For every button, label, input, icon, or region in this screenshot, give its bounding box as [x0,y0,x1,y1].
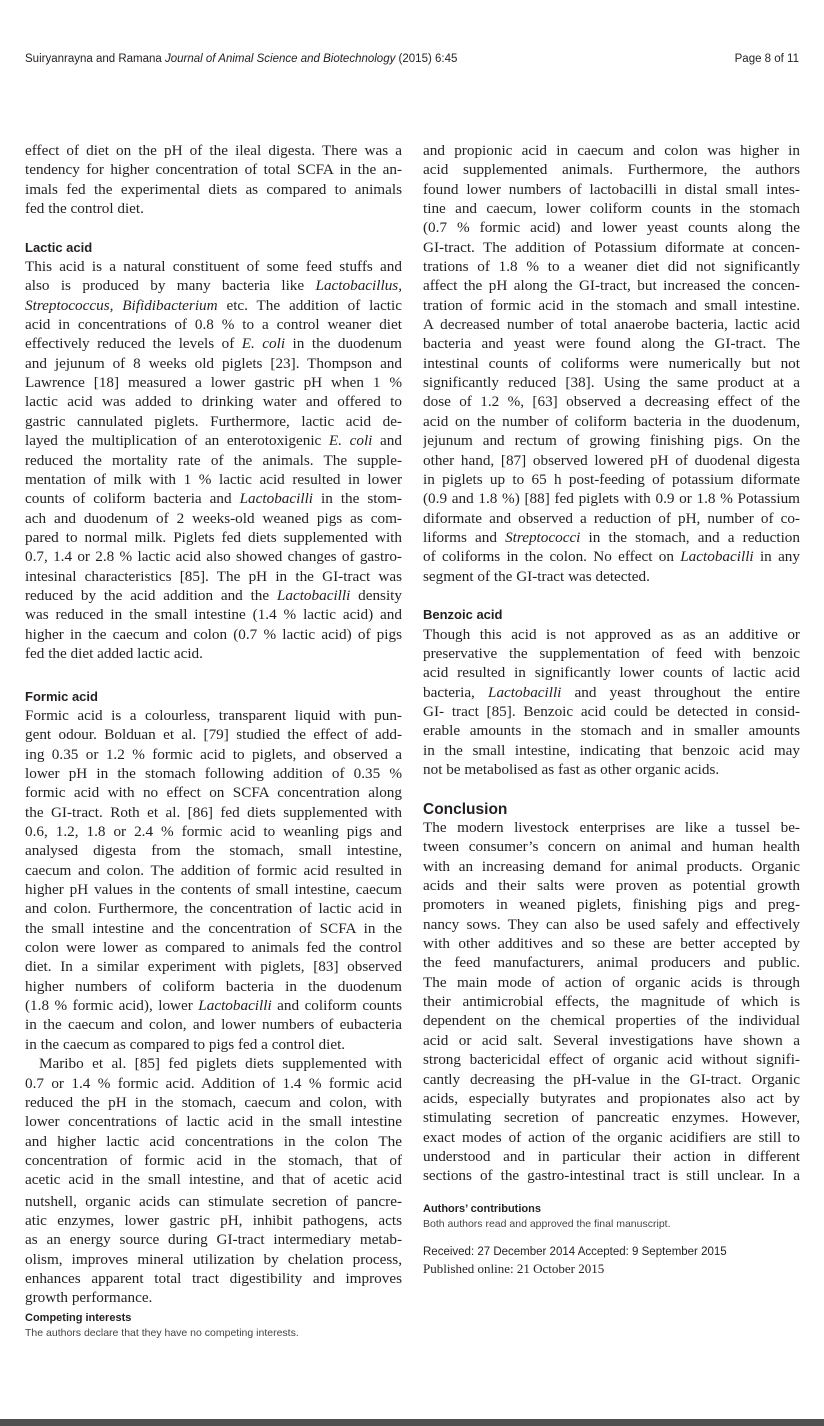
text-line: gastric cannulated piglets. Furthermore, lactic acid de- [25,412,402,430]
text-line: erable amounts in the stomach and in smaller amounts [423,722,800,740]
text-line: (1.8 % formic acid), lower Lactobacilli and coliform counts [25,997,402,1015]
text-line: intestinal counts of coliforms were numerically but not [423,354,800,372]
text-line: acid supplemented animals. Furthermore, the authors [423,161,800,179]
text-line: Lawrence [18] measured a lower gastric pH when 1 % [25,374,402,392]
text-line: the GI-tract. Roth et al. [86] fed diets supplemented with [25,803,402,821]
text-line: higher numbers of coliform bacteria in the duodenum [25,977,402,995]
text-line: tendency for higher concentration of total SCFA in the an- [25,161,402,179]
text-line: with other additives and so these are better accepted by [423,935,800,953]
continued-paragraph [423,141,800,586]
text-line: (0.7 % formic acid) and lower yeast counts along the [423,219,800,237]
text-line: exact modes of action of the organic acidifiers are still to [423,1128,800,1146]
text-line: trations of 1.8 % to a weaner diet did not significantly [423,258,800,276]
authors-contributions-text: Both authors read and approved the final manuscript. [423,1218,671,1230]
intro-paragraph [25,141,402,218]
text-line: growth performance. [25,1289,153,1307]
running-header [25,53,799,69]
text-line: with an increasing demand for animal products. Organic [423,857,800,875]
text-line: The modern livestock enterprises are like a tussel be- [423,819,800,837]
text-line: promoters in weaned piglets, finishing pigs and preg- [423,896,800,914]
section-heading-authors-contributions: Authors’ contributions [423,1203,541,1215]
header-citation [25,53,457,65]
text-line: bacteria and yeast were found along the GI-tract. The [423,335,800,353]
header-volume: (2015) 6:45 [395,53,458,65]
text-line: layed the multiplication of an enterotoxigenic E. coli and [25,432,402,450]
text-line: acids and their salts were proven as potential growth [423,877,800,895]
text-line: fed the diet added lactic acid. [25,644,203,662]
text-line: analysed digesta from the stomach, small intestine, [25,842,402,860]
text-line: and higher lactic acid concentrations in the colon The [25,1132,402,1150]
section-heading-competing-interests: Competing interests [25,1312,132,1324]
text-line: acid in concentrations of 0.8 % to a control weaner diet [25,316,402,334]
text-line: and colon. Furthermore, the concentration of lactic acid in [25,900,402,918]
left-column [25,141,402,1308]
text-line: ach and duodenum of 2 weeks-old weaned pigs as com- [25,509,402,527]
text-line: strong bactericidal effect of organic acid without signifi- [423,1051,800,1069]
text-line: and propionic acid in caecum and colon was higher in [423,142,800,159]
text-line: caecum and colon. The addition of formic acid resulted in [25,861,402,879]
competing-interests-text: The authors declare that they have no competing interests. [25,1327,299,1339]
text-line: GI- tract [85]. Benzoic acid could be detected in consid- [423,702,800,720]
text-line: reduced by the acid addition and the Lactobacilli density [25,586,402,604]
formic-acid-paragraph [25,706,402,1054]
header-journal: Journal of Animal Science and Biotechnology [165,53,396,65]
text-line: of coliforms in the colon. No effect on Lactobacilli in any [423,548,800,566]
text-line: their antimicrobial effects, the magnitude of which is [423,993,800,1011]
header-authors: Suiryanrayna and Ramana [25,53,165,65]
text-line: the feed manufacturers, animal producers and public. [423,954,800,972]
text-line: 0.7, 1.4 or 2.8 % lactic acid also showed changes of gastro- [25,548,402,566]
text-line: lower pH in the stomach following addition of 0.35 % [25,765,402,782]
text-line: higher pH values in the contents of small intestine, caecum [25,881,402,899]
text-line: enhances apparent total tract digestibility and improves [25,1269,402,1287]
published-online-date: Published online: 21 October 2015 [423,1261,605,1276]
text-line: diformate and observed a reduction of pH, number of co- [423,509,800,527]
section-heading-benzoic-acid: Benzoic acid [423,607,503,623]
section-heading-conclusion: Conclusion [423,800,508,818]
text-line: GI-tract. The addition of Potassium diformate at concen- [423,238,800,256]
text-line: in the small intestine, indicating that benzoic acid may [423,741,800,759]
text-line: acid on the number of coliform bacteria in the duodenum, [423,412,800,430]
text-line: higher in the caecum and colon (0.7 % lactic acid) of pigs [25,625,402,643]
text-line: affect the pH along the GI-tract, but increased the concen- [423,277,800,295]
text-line: This acid is a natural constituent of some feed stuffs and [25,258,402,276]
text-line: found lower numbers of lactobacilli in distal small intes- [423,180,800,198]
text-line: as an energy source during GI-tract intermediary metab- [25,1231,402,1249]
text-line: 0.7 or 1.4 % formic acid. Addition of 1.4 % formic acid [25,1074,402,1092]
page-number: Page 8 of 11 [734,53,799,65]
text-line: imals fed the experimental diets as compared to animals [25,180,402,198]
text-line: preservative the supplementation of feed with benzoic [423,644,800,662]
text-line: not be metabolised as fast as other organic acids. [423,761,720,778]
section-heading-formic-acid: Formic acid [25,688,98,704]
text-line: colon were lower as compared to animals fed the control [25,939,402,957]
lactic-acid-paragraph [25,257,402,663]
text-line: was reduced in the small intestine (1.4 % lactic acid) and [25,606,402,624]
text-line: lactic acid was added to drinking water and offered to [25,393,402,411]
text-line: acetic acid in the small intestine, and that of acetic acid [25,1171,402,1189]
text-line: (0.9 and 1.8 %) [88] fed piglets with 0.9 or 1.8 % Potassium [423,490,800,508]
text-line: A decreased number of total anaerobe bacteria, lactic acid [423,316,800,334]
text-line: and jejunum of 8 weeks old piglets [23]. Thompson and [25,354,402,372]
text-line: effect of diet on the pH of the ileal digesta. There was a [25,142,402,159]
text-line: gent odour. Bolduan et al. [79] studied the effect of add- [25,726,402,744]
section-heading-lactic-acid: Lactic acid [25,239,93,255]
text-line: acid or acid salt. Several investigations have shown a [423,1031,800,1049]
benzoic-acid-paragraph [423,625,800,780]
text-line: significantly reduced [38]. Using the same product at a [423,374,800,392]
text-line: reduced the mortality rate of the animals. The supple- [25,451,402,469]
nutshell-paragraph [25,1192,402,1308]
text-line: nutshell, organic acids can stimulate secretion of pancre- [25,1192,402,1210]
text-line: fed the control diet. [25,200,144,218]
text-line: Streptococcus, Bifidibacterium etc. The addition of lactic [25,296,402,314]
text-line: counts of coliform bacteria and Lactobacilli in the stom- [25,490,402,508]
text-line: acids, especially butyrates and propionates also act by [423,1089,800,1107]
text-line: nancy sows. They can also be used safely and effectively [423,915,800,933]
text-line: other hand, [87] observed lowered pH of duodenal digesta [423,451,800,469]
text-line: sections of the gastro-intestinal tract is still unclear. In a [423,1167,800,1185]
text-line: in piglets up to 65 h post-feeding of potassium diformate [423,470,800,488]
text-line: atic enzymes, lower gastric pH, inhibit pathogens, acts [25,1211,402,1229]
text-line: tration of formic acid in the stomach and small intestine. [423,296,800,314]
text-line: Formic acid is a colourless, transparent liquid with pun- [25,706,402,724]
text-line: dose of 1.2 %, [63] observed a decreasing effect of the [423,393,800,411]
text-line: effectively reduced the levels of E. coli in the duodenum [25,335,402,353]
maribo-paragraph [25,1054,402,1189]
text-line: in the caecum and colon, and lower numbers of eubacteria [25,1016,402,1034]
text-line: also is produced by many bacteria like Lactobacillus, [25,277,402,295]
conclusion-paragraph [423,818,800,1186]
text-line: dependent on the chemical properties of the individual [423,1012,800,1030]
text-line: segment of the GI-tract was detected. [423,567,650,585]
text-line: intesinal characteristics [85]. The pH in the GI-tract was [25,567,402,585]
text-line: formic acid with no effect on SCFA concentration along [25,784,402,802]
text-line: ing 0.35 or 1.2 % formic acid to piglets, and observed a [25,745,402,763]
text-line: Though this acid is not approved as as an additive or [423,625,800,643]
text-line: Maribo et al. [85] fed piglets diets supplemented with [39,1055,402,1073]
text-line: liforms and Streptococci in the stomach, and a reduction [423,528,800,546]
text-line: tween consumer’s concern on animal and human health [423,838,800,856]
text-line: understood and in particular their action in different [423,1147,800,1165]
text-line: lower concentrations of lactic acid in the small intestine [25,1113,402,1131]
viewer-bottom-bar [0,1419,824,1426]
text-line: the small intestine and the concentration of SCFA in the [25,919,402,937]
text-line: The main mode of action of organic acids is through [423,973,800,991]
text-line: acid resulted in significantly lower counts of lactic acid [423,664,800,682]
received-accepted-dates: Received: 27 December 2014 Accepted: 9 September 2015 [423,1246,727,1258]
text-line: olism, improves mineral utilization by chelation process, [25,1250,402,1268]
text-line: tine and caecum, lower coliform counts in the stomach [423,200,800,218]
text-line: cantly decreasing the pH-value in the GI-tract. Organic [423,1070,800,1088]
text-line: mentation of milk with 1 % lactic acid resulted in lower [25,470,402,488]
text-line: bacteria, Lactobacilli and yeast throughout the entire [423,683,800,701]
text-line: jejunum and rectum of growing finishing pigs. On the [423,432,800,450]
text-line: concentration of formic acid in the stomach, that of [25,1151,402,1169]
text-line: diet. In a similar experiment with piglets, [83] observed [25,958,402,976]
text-line: 0.6, 1.2, 1.8 or 2.4 % formic acid to weanling pigs and [25,823,402,841]
right-column [423,141,800,1186]
text-line: in the caecum as compared to pigs fed a control diet. [25,1035,346,1053]
text-line: stimulating secretion of pancreatic enzymes. However, [423,1109,800,1127]
text-line: reduced the pH in the stomach, caecum and colon, with [25,1093,402,1111]
text-line: pared to normal milk. Piglets fed diets supplemented with [25,528,402,546]
